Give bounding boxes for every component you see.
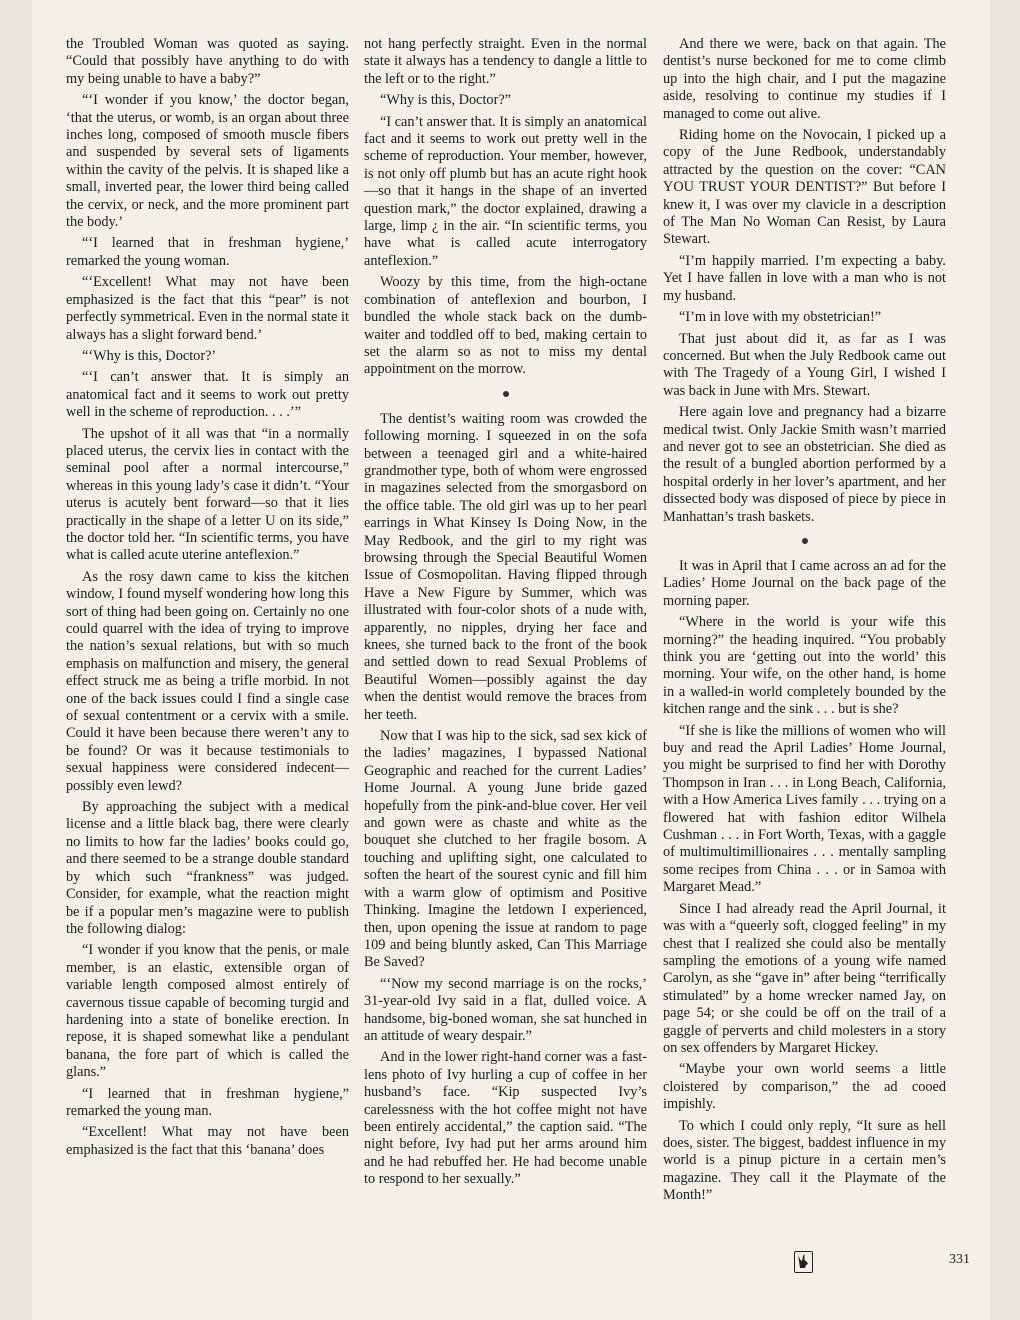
paragraph: “Where in the world is your wife this morning?” the heading inquired. “You probably think you are ‘getting out into the world’ this morning. Your wife, on the other hand, is home in a walled-in world completely bounded by the kitchen range and the sink . . . but is she?	[663, 614, 946, 718]
paragraph: As the rosy dawn came to kiss the kitchen window, I found myself wondering how long this sort of thing had been going on. Certainly no one could quarrel with the idea of trying to improve the nation’s sexual relations, but with so much emphasis on malfunction and misery, the general effect struck me as being a trifle morbid. In not one of the back issues could I find a single case of sexual contentment or a cervix with a smile. Could it have been because there weren’t any to be found? Or was it because testimonials to sexual happiness were considered indecent—possibly even lewd?	[66, 568, 349, 794]
paragraph: That just about did it, as far as I was concerned. But when the July Redbook came out with The Tragedy of a Young Girl, I wished I was back in June with Mrs. Stewart.	[663, 330, 946, 399]
paragraph: Now that I was hip to the sick, sad sex kick of the ladies’ magazines, I bypassed National Geographic and reached for the current Ladies’ Home Journal. A young June bride gazed hopefully from the pink-and-blue cover. Her veil and gown were as chaste and white as the bouquet she clutched to her fragile bosom. A touching and uplifting sight, one calculated to soften the heart of the sourest cynic and fill him with a warm glow of optimism and Positive Thinking. Imagine the letdown I experienced, then, upon opening the issue at random to page 109 and being bluntly asked, Can This Marriage Be Saved?	[364, 728, 647, 971]
text-column-3	[663, 36, 946, 1209]
paragraph: And there we were, back on that again. The dentist’s nurse beckoned for me to come climb up into the high chair, and I put the magazine aside, resolving to continue my studies if I managed to come out alive.	[663, 36, 946, 122]
paragraph: “Excellent! What may not have been emphasized is the fact that this ‘banana’ does	[66, 1124, 349, 1158]
paragraph: “I can’t answer that. It is simply an anatomical fact and it seems to work out pretty well in the scheme of reproduction. Your member, however, is not only off plumb but has an acute right hook—so that it hangs in the shape of an inverted question mark,” the doctor explained, drawing a large, limp ¿ in the air. “In scientific terms, you have what is called acute interrogatory anteflexion.”	[364, 113, 647, 269]
paragraph: “I’m happily married. I’m expecting a baby. Yet I have fallen in love with a man who is not my husband.	[663, 252, 946, 304]
section-break-bullet	[503, 391, 509, 397]
paragraph: “Why is this, Doctor?”	[380, 92, 512, 109]
text-column-1	[66, 36, 349, 1163]
paragraph: “Maybe your own world seems a little cloistered by comparison,” the ad cooed impishly.	[663, 1061, 946, 1113]
paragraph: “‘I learned that in freshman hygiene,’ remarked the young woman.	[66, 235, 349, 269]
paragraph: “I’m in love with my obstetrician!”	[679, 309, 882, 326]
rabbit-head-logo-icon	[794, 1251, 813, 1273]
paragraph: “‘I can’t answer that. It is simply an anatomical fact and it seems to work out pretty well in the scheme of reproduction. . . .’”	[66, 369, 349, 421]
paragraph: Woozy by this time, from the high-octane combination of anteflexion and bourbon, I bundled the whole stack back on the dumb-waiter and toddled off to bed, making certain to set the alarm so as not to miss my dental appointment on the morrow.	[364, 274, 647, 378]
paragraph: “I wonder if you know that the penis, or male member, is an elastic, extensible organ of variable length composed almost entirely of cavernous tissue capable of becoming turgid and hardening into a state of bonelike erection. In repose, it is shaped somewhat like a pendulant banana, the fore part of which is called the glans.”	[66, 942, 349, 1081]
page-number: 331	[949, 1252, 970, 1267]
paragraph: By approaching the subject with a medical license and a little black bag, there were clearly no limits to how far the ladies’ books could go, and there seemed to be a strange double standard by which such “frankness” was judged. Consider, for example, what the reaction might be if a popular men’s magazine were to publish the following dialog:	[66, 799, 349, 937]
section-break-bullet	[802, 538, 808, 544]
paragraph: “I learned that in freshman hygiene,” remarked the young man.	[66, 1085, 349, 1119]
paragraph: Here again love and pregnancy had a bizarre medical twist. Only Jackie Smith wasn’t married and never got to see an obstetrician. She died as the result of a bungled abortion performed by a hospital orderly in her lover’s apartment, and her dissected body was disposed of piece by piece in Manhattan’s trash baskets.	[663, 404, 946, 525]
paragraph: The upshot of it all was that “in a normally placed uterus, the cervix lies in contact with the seminal pool after a normal intercourse,” whereas in this young lady’s case it didn’t. “Your uterus is acutely bent forward—so that it lies practically in the shape of a letter U on its side,” the doctor told her. “In scientific terms, you have what is called acute uterine anteflexion.”	[66, 425, 349, 564]
paragraph: “‘Why is this, Doctor?’	[82, 347, 217, 364]
paragraph: “If she is like the millions of women who will buy and read the April Ladies’ Home Journal, you might be surprised to find her with Dorothy Thompson in Iran . . . in Long Beach, California, with a How America Lives family . . . trying on a flowered hat with fashion editor Wilhela Cushman . . . in Fort Worth, Texas, with a gaggle of multimultimillionaires . . . mentally sampling some recipes from China . . . or in Samoa with Margaret Mead.”	[663, 722, 946, 896]
text-column-2	[364, 36, 647, 1193]
paragraph: Since I had already read the April Journal, it was with a “queerly soft, clogged feeling” in my chest that I realized she could also be mentally sampling the emotions of a young wife named Carolyn, as she “gave in” after being “terrifically stimulated” by a home wrecker named Jay, on page 54; or she could be off on the trail of a gaggle of perverts and child molesters in a story on sex offenders by Margaret Hickey.	[663, 900, 946, 1056]
paragraph: The dentist’s waiting room was crowded the following morning. I squeezed in on the sofa between a teenaged girl and a white-haired grandmother type, both of whom were engrossed in magazines selected from the smorgasbord on the office table. The old girl was up to her pearl earrings in What Kinsey Is Doing Now, in the May Redbook, and the girl to my right was browsing through the Special Beautiful Women Issue of Cosmopolitan. Having flipped through Have a New Figure by Summer, which was illustrated with four-color shots of a nude with, apparently, no nipples, drying her face and knees, she turned back to the front of the book and settled down to read Sexual Problems of Beautiful Women—possibly against the day when the dentist would remove the braces from her teeth.	[364, 410, 647, 723]
paragraph: To which I could only reply, “It sure as hell does, sister. The biggest, baddest influence in my world is a pinup picture in a certain men’s magazine. They call it the Playmate of the Month!”	[663, 1117, 946, 1204]
paragraph: the Troubled Woman was quoted as saying. “Could that possibly have anything to do with my being unable to have a baby?”	[66, 36, 349, 87]
paragraph: not hang perfectly straight. Even in the normal state it always has a tendency to dangle a little to the left or to the right.”	[364, 36, 647, 87]
paragraph: And in the lower right-hand corner was a fast-lens photo of Ivy hurling a cup of coffee in her husband’s face. “Kip suspected Ivy’s carelessness with the hot coffee might not have been entirely accidental,” the caption said. “The night before, Ivy had put her arms around him and he had rebuffed her. He had become unable to respond to her sexually.”	[364, 1049, 647, 1188]
paragraph: Riding home on the Novocain, I picked up a copy of the June Redbook, understandably attracted by the question on the cover: “CAN YOU TRUST YOUR DENTIST?” But before I knew it, I was over my clavicle in a description of The Man No Woman Can Resist, by Laura Stewart.	[663, 127, 946, 248]
paragraph: It was in April that I came across an ad for the Ladies’ Home Journal on the back page of the morning paper.	[663, 557, 946, 609]
paragraph: “‘Now my second marriage is on the rocks,’ 31-year-old Ivy said in a flat, dulled voice. A handsome, big-boned woman, she sat hunched in an attitude of weary despair.”	[364, 975, 647, 1044]
paragraph: “‘Excellent! What may not have been emphasized is the fact that this “pear” is not perfectly symmetrical. Even in the normal state it always has a slight forward bend.’	[66, 274, 349, 343]
paragraph: “‘I wonder if you know,’ the doctor began, ‘that the uterus, or womb, is an organ about three inches long, composed of smooth muscle fibers and suspended by several sets of ligaments within the cavity of the pelvis. It is shaped like a small, inverted pear, the lower third being called the cervix, or neck, and the more prominent part the body.’	[66, 92, 349, 231]
